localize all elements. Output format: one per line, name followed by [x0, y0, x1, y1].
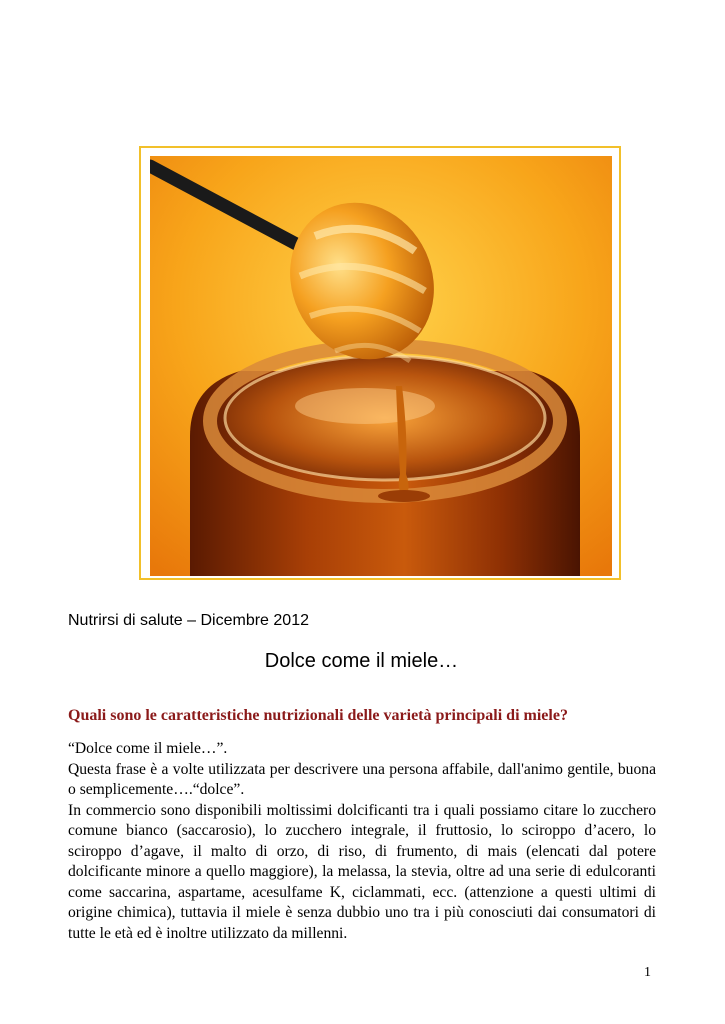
document-title-text: Dolce come il miele… [264, 650, 459, 672]
section-question: Quali sono le caratteristiche nutrizionali delle varietà principali di miele? [68, 707, 568, 724]
paragraph-quote: “Dolce come il miele…”. [68, 740, 228, 757]
paragraph-intro: Questa frase è a volte utilizzata per descrivere una persona affabile, dall'animo gentile, buona o semplicemente….“dolce”. [68, 760, 656, 798]
newsletter-header: Nutrirsi di salute – Dicembre 2012 [68, 612, 309, 629]
body-text [68, 739, 656, 944]
honey-dipper-jar-photo [150, 156, 612, 576]
photo-frame [139, 146, 621, 580]
paragraph-sweeteners: In commercio sono disponibili moltissimi dolcificanti tra i quali possiamo citare lo zucchero comune bianco (saccarosio), lo zucchero integrale, il fruttosio, lo sciroppo d’acero, lo sciroppo d’agave, il malto di orzo, di riso, di frumento, di mais (elencati dal potere dolcificante minore a quello maggiore), la melassa, la stevia, oltre ad una serie di edulcoranti come saccarina, aspartame, acesulfame K, ciclammati, ecc. (attenzione a questi ultimi di origine chimica), tuttavia il miele è senza dubbio uno tra i più conosciuti dai consumatori di tutte le età ed è inoltre utilizzato da millenni. [68, 801, 656, 942]
document-title [0, 650, 725, 673]
page-number: 1 [644, 965, 651, 980]
